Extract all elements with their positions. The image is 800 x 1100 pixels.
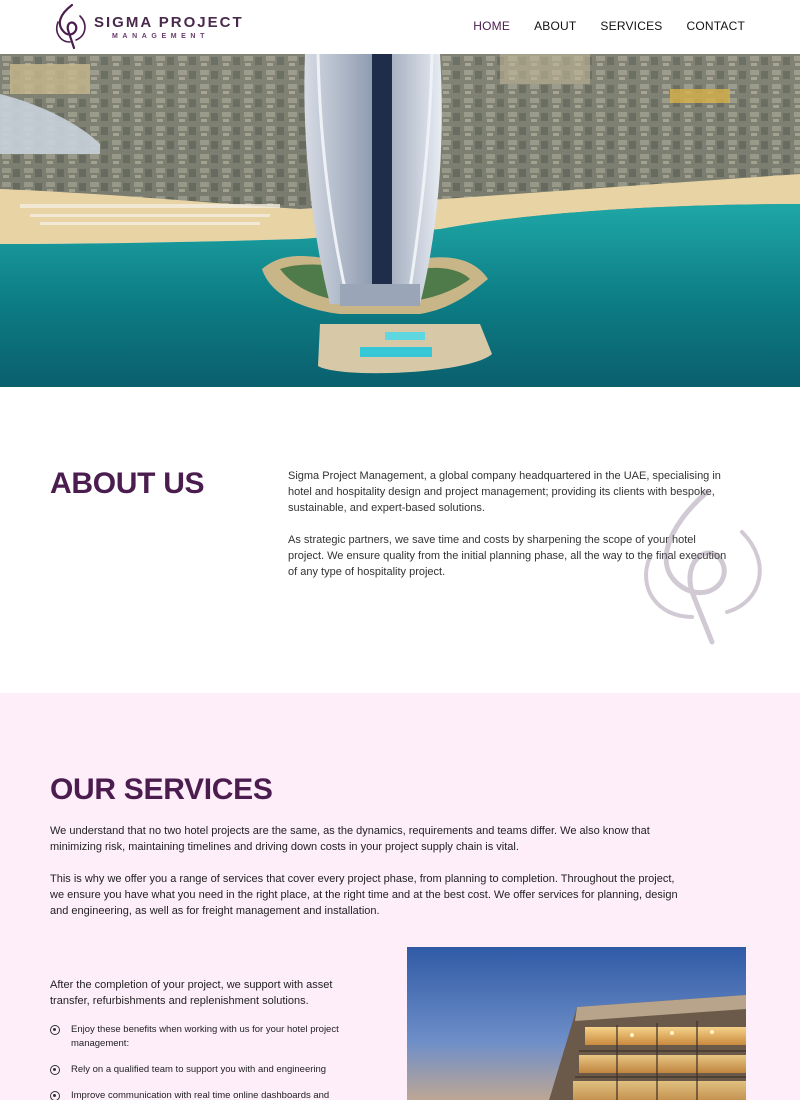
services-section xyxy=(0,693,800,1100)
benefit-text: Enjoy these benefits when working with us for your hotel project management: xyxy=(71,1024,339,1049)
services-paragraph: This is why we offer you a range of services that cover every project phase, from planning to completion. Throughout the project, we ensure you have what you need in the right place, at the right time and at the best cost. We offer services for planning, design and engineering, as well as for freight management and installation. xyxy=(50,873,678,917)
services-heading: OUR SERVICES xyxy=(50,773,273,806)
benefits-list xyxy=(50,1023,360,1100)
hero-aerial-hotel-image xyxy=(0,54,800,387)
about-paragraph: Sigma Project Management, a global company headquartered in the UAE, specialising in hotel and hospitality design and project management; providing its clients with bespoke, sustainable, and expert-based solutions. xyxy=(288,470,721,514)
sigma-watermark-icon xyxy=(632,487,772,647)
about-heading: ABOUT US xyxy=(50,467,205,500)
radio-bullet-icon xyxy=(50,1065,60,1075)
services-lead: After the completion of your project, we support with asset transfer, refurbishments and replenishment solutions. xyxy=(50,979,333,1007)
nav-item-home[interactable]: HOME xyxy=(473,19,511,33)
brand-tagline: MANAGEMENT xyxy=(112,32,209,40)
radio-bullet-icon xyxy=(50,1025,60,1035)
logo[interactable] xyxy=(52,2,244,52)
list-item xyxy=(50,1063,360,1077)
list-item xyxy=(50,1023,360,1051)
benefit-text: Rely on a qualified team to support you with and engineering xyxy=(71,1064,327,1075)
about-paragraph: As strategic partners, we save time and costs by sharpening the scope of your hotel project. We ensure quality from the initial planning phase, all the way to the final execution of any type of hospitality project. xyxy=(288,534,727,578)
sigma-logo-icon xyxy=(52,2,90,52)
brand-name: SIGMA PROJECT xyxy=(94,13,244,31)
about-section xyxy=(0,387,800,693)
nav-item-contact[interactable]: CONTACT xyxy=(686,19,745,33)
services-paragraph: We understand that no two hotel projects are the same, as the dynamics, requirements and teams differ. We also know that minimizing risk, maintaining timelines and driving down costs in your project supply chain is vital. xyxy=(50,825,650,853)
benefit-text: Improve communication with real time online dashboards and xyxy=(71,1090,330,1100)
nav-item-about[interactable]: ABOUT xyxy=(534,19,577,33)
hero-image xyxy=(0,54,800,387)
radio-bullet-icon xyxy=(50,1091,60,1100)
hotel-building-image xyxy=(407,947,746,1100)
list-item xyxy=(50,1089,360,1100)
nav-item-services[interactable]: SERVICES xyxy=(600,19,663,33)
main-nav xyxy=(449,19,745,33)
site-header xyxy=(0,0,800,54)
services-hotel-photo xyxy=(407,947,746,1100)
services-intro xyxy=(50,823,680,919)
